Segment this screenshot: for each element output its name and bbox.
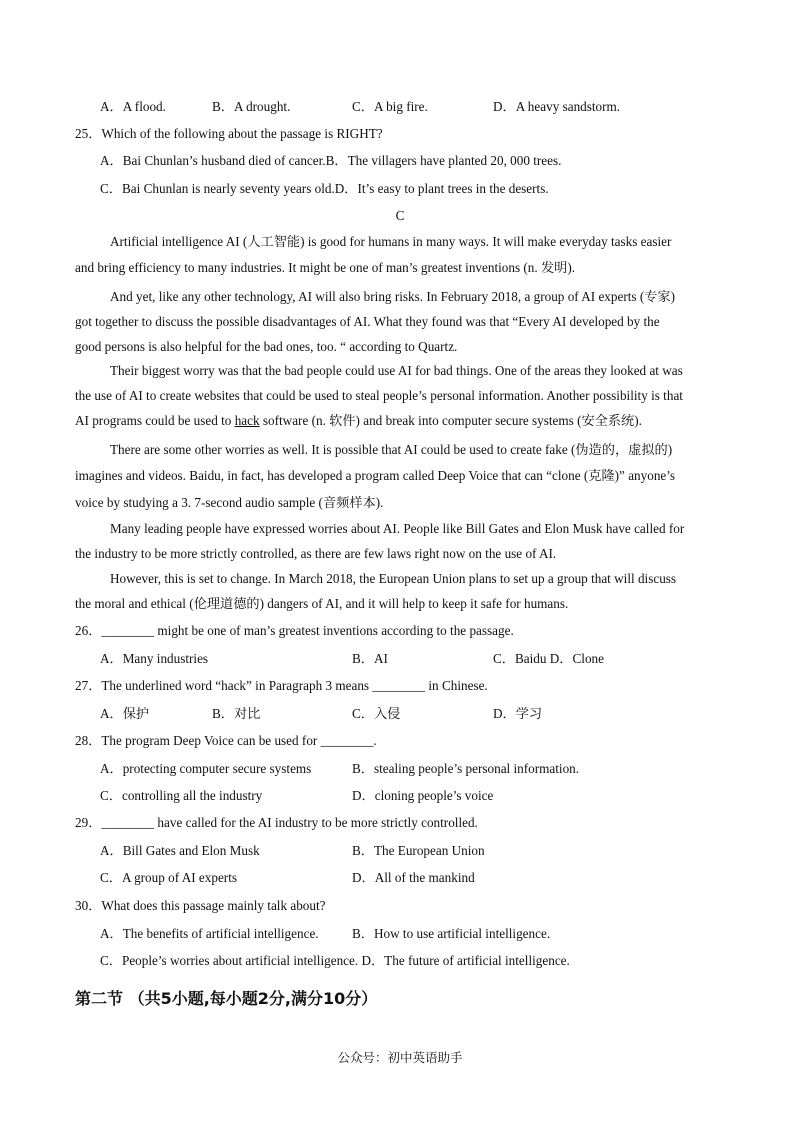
passage-label: C (395, 208, 405, 223)
passage-p5-line1: Many leading people have expressed worries about AI. People like Bill Gates and Elon Musk have called for (110, 521, 685, 536)
passage-p1-line1: Artificial intelligence AI (人工智能) is good for humans in many ways. It will make everyday tasks easier (110, 234, 672, 249)
passage-p2-line3: good persons is also helpful for the bad ones, too. “ according to Quartz. (75, 339, 458, 354)
q25-stem: 25．Which of the following about the passage is RIGHT? (75, 126, 383, 141)
q30-option-a: A．The benefits of artificial intelligence. (100, 926, 319, 941)
q26-option-a: A．Many industries (100, 651, 209, 666)
passage-p1-line2: and bring efficiency to many industries. It might be one of man’s greatest inventions (n. 发明). (75, 260, 576, 275)
q24-option-c: C．A big fire. (352, 99, 428, 114)
passage-p5-line2: the industry to be more strictly controlled, as there are few laws right now on the use of AI. (75, 546, 557, 561)
q29-option-b: B．The European Union (352, 843, 485, 858)
q25-options-row2: C．Bai Chunlan is nearly seventy years old.D．It’s easy to plant trees in the deserts. (100, 181, 549, 196)
q29-option-d: D．All of the mankind (352, 870, 475, 885)
passage-p6-line1: However, this is set to change. In March 2018, the European Union plans to set up a group that will discuss (110, 571, 677, 586)
q24-option-a: A．A flood. (100, 99, 166, 114)
passage-p3-line2: the use of AI to create websites that could be used to steal people’s personal information. Another possibility is that (75, 388, 683, 403)
page-footer: 公众号：初中英语助手 (337, 1050, 463, 1065)
q26-option-cd: C．Baidu D．Clone (493, 651, 604, 666)
passage-p2-line1: And yet, like any other technology, AI will also bring risks. In February 2018, a group of AI experts (专家) (110, 289, 675, 304)
q30-options-row2: C．People’s worries about artificial intelligence. D．The future of artificial intelligence. (100, 953, 570, 968)
q30-option-b: B．How to use artificial intelligence. (352, 926, 551, 941)
q25-options-row1: A．Bai Chunlan’s husband died of cancer.B．The villagers have planted 20, 000 trees. (100, 153, 562, 168)
p3-line3-pre: AI programs could be used to (75, 413, 235, 428)
passage-p4-line3: voice by studying a 3. 7-second audio sample (音频样本). (75, 495, 384, 510)
q28-option-a: A．protecting computer secure systems (100, 761, 312, 776)
q29-stem: 29．________ have called for the AI industry to be more strictly controlled. (75, 815, 478, 830)
q28-stem: 28．The program Deep Voice can be used for ________. (75, 733, 377, 748)
q29-option-a: A．Bill Gates and Elon Musk (100, 843, 260, 858)
passage-p4-line1: There are some other worries as well. It is possible that AI could be used to create fake (伪造的，虚拟的) (110, 442, 673, 457)
q27-option-c: C．入侵 (352, 706, 401, 721)
q30-stem: 30．What does this passage mainly talk about? (75, 898, 326, 913)
q26-option-b: B．AI (352, 651, 388, 666)
q28-option-d: D．cloning people’s voice (352, 788, 494, 803)
passage-p3-line1: Their biggest worry was that the bad people could use AI for bad things. One of the areas they looked at was (110, 363, 683, 378)
passage-p6-line2: the moral and ethical (伦理道德的) dangers of AI, and it will help to keep it safe for humans. (75, 596, 569, 611)
passage-p4-line2: imagines and videos. Baidu, in fact, has developed a program called Deep Voice that can “clone (克隆)” anyone’s (75, 468, 676, 483)
q27-option-d: D．学习 (493, 706, 543, 721)
underlined-word-hack: hack (234, 413, 260, 428)
passage-p2-line2: got together to discuss the possible disadvantages of AI. What they found was that “Every AI developed by the (75, 314, 660, 329)
section-heading: 第二节 （共5小题,每小题2分,满分10分） (75, 989, 378, 1008)
q29-option-c: C．A group of AI experts (100, 870, 237, 885)
q28-option-b: B．stealing people’s personal information. (352, 761, 580, 776)
q26-stem: 26．________ might be one of man’s greatest inventions according to the passage. (75, 623, 514, 638)
q27-option-a: A．保护 (100, 706, 150, 721)
q27-option-b: B．对比 (212, 706, 261, 721)
p3-line3-post: software (n. 软件) and break into computer secure systems (安全系统). (259, 413, 642, 428)
q24-option-d: D．A heavy sandstorm. (493, 99, 621, 114)
passage-p3-line3 (75, 413, 642, 429)
q27-stem: 27．The underlined word “hack” in Paragraph 3 means ________ in Chinese. (75, 678, 488, 693)
q24-option-b: B．A drought. (212, 99, 291, 114)
q28-option-c: C．controlling all the industry (100, 788, 263, 803)
